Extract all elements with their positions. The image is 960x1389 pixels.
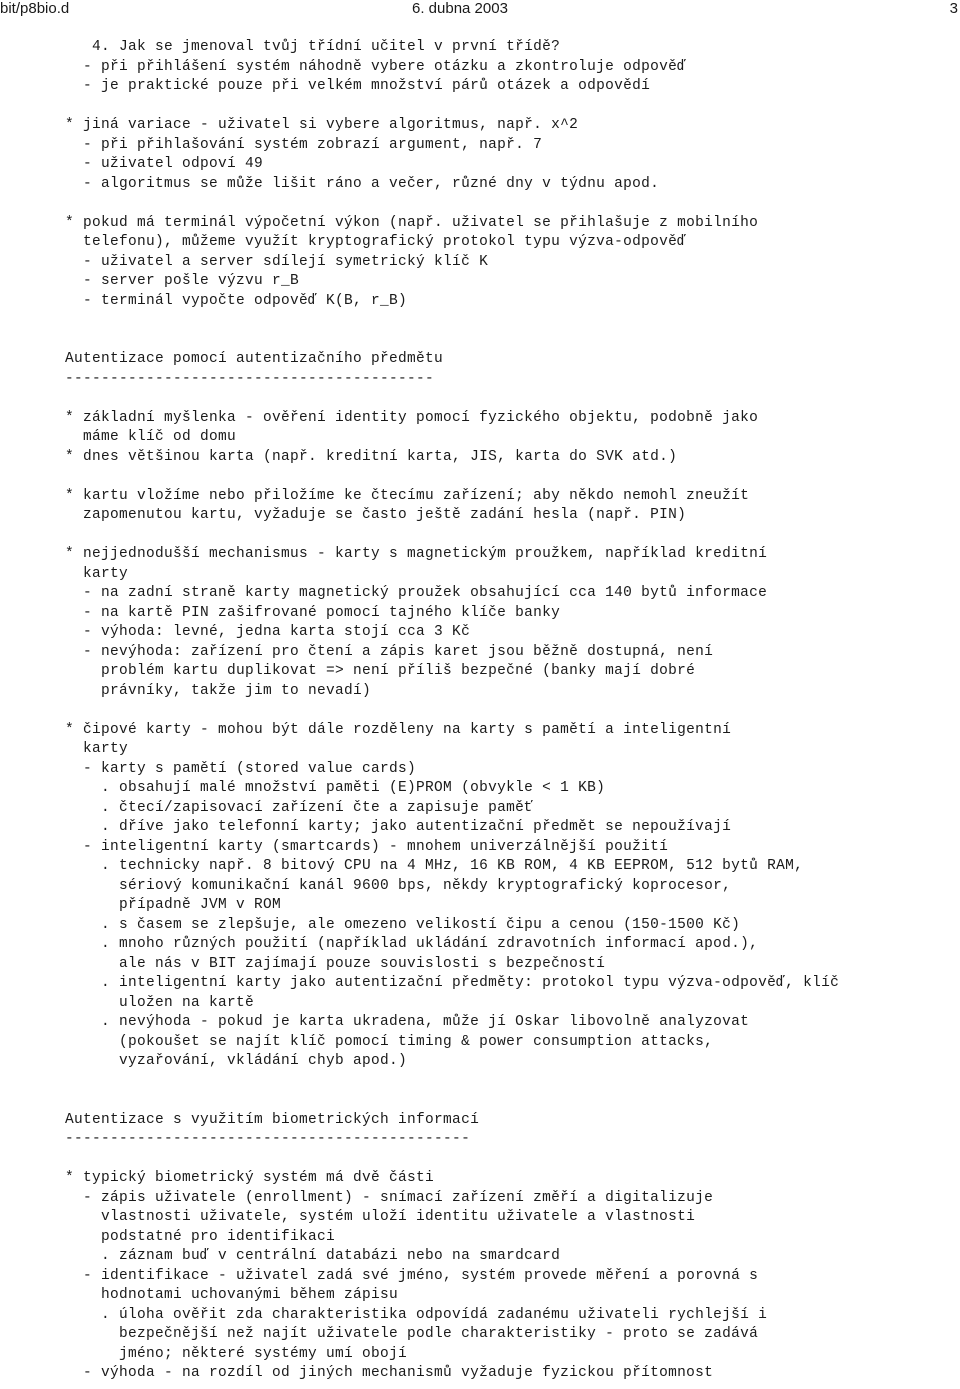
- text-line: - karty s pamětí (stored value cards): [56, 760, 417, 777]
- text-line: - při přihlášení systém náhodně vybere otázku a zkontroluje odpověď: [56, 58, 687, 75]
- text-line: máme klíč od domu: [56, 429, 237, 445]
- text-line: -----------------------------------------: [56, 370, 435, 387]
- text-line: * pokud má terminál výpočetní výkon (např. uživatel se přihlašuje z mobilního: [56, 214, 759, 231]
- text-line: - algoritmus se může lišit ráno a večer, různé dny v týdnu apod.: [56, 175, 660, 192]
- text-line: * kartu vložíme nebo přiložíme ke čtecímu zařízení; aby někdo nemohl zneužít: [56, 487, 750, 504]
- header-filename: bit/p8bio.d: [0, 0, 70, 17]
- text-line: - terminál vypočte odpověď K(B, r_B): [56, 292, 408, 309]
- text-line: . dříve jako telefonní karty; jako autentizační předmět se nepoužívají: [56, 819, 732, 835]
- text-line: . obsahují malé množství paměti (E)PROM (obvykle < 1 KB): [56, 780, 606, 796]
- text-line: - uživatel a server sdílejí symetrický klíč K: [56, 253, 489, 270]
- text-line: 4. Jak se jmenoval tvůj třídní učitel v první třídě?: [56, 39, 561, 55]
- text-line: * jiná variace - uživatel si vybere algoritmus, např. x^2: [56, 117, 579, 133]
- header-date: 6. dubna 2003: [412, 0, 508, 17]
- text-line: . záznam buď v centrální databázi nebo na smardcard: [56, 1248, 561, 1264]
- text-line: zapomenutou kartu, vyžaduje se často ještě zadání hesla (např. PIN): [56, 507, 687, 523]
- text-line: . s časem se zlepšuje, ale omezeno velikostí čipu a cenou (150-1500 Kč): [56, 916, 741, 933]
- text-line: podstatné pro identifikaci: [56, 1228, 336, 1245]
- text-line: - je praktické pouze při velkém množství párů otázek a odpovědí: [56, 78, 651, 94]
- text-line: uložen na kartě: [56, 994, 255, 1011]
- text-line: - na kartě PIN zašifrované pomocí tajného klíče banky: [56, 604, 561, 621]
- text-line: telefonu), můžeme využít kryptografický protokol typu výzva-odpověď: [56, 234, 687, 250]
- text-line: . technicky např. 8 bitový CPU na 4 MHz, 16 KB ROM, 4 KB EEPROM, 512 bytů RAM,: [56, 858, 804, 874]
- text-line: Autentizace pomocí autentizačního předmětu: [56, 351, 444, 367]
- text-line: . inteligentní karty jako autentizační předměty: protokol typu výzva-odpověď, klíč: [56, 975, 840, 991]
- text-line: . mnoho různých použití (například ukládání zdravotních informací apod.),: [56, 936, 759, 952]
- header-page-number: 3: [949, 0, 958, 17]
- text-line: . nevýhoda - pokud je karta ukradena, může jí Oskar libovolně analyzovat: [56, 1014, 750, 1030]
- text-line: - výhoda - na rozdíl od jiných mechanismů vyžaduje fyzickou přítomnost: [56, 1365, 714, 1381]
- text-line: - inteligentní karty (smartcards) - mnohem univerzálnější použití: [56, 838, 669, 855]
- text-line: * základní myšlenka - ověření identity pomocí fyzického objektu, podobně jako: [56, 409, 759, 426]
- text-line: hodnotami uchovanými během zápisu: [56, 1287, 399, 1303]
- text-line: právníky, takže jim to nevadí): [56, 682, 372, 699]
- text-line: jméno; některé systémy umí obojí: [56, 1345, 408, 1362]
- text-line: Autentizace s využitím biometrických informací: [56, 1111, 480, 1128]
- text-line: - zápis uživatele (enrollment) - snímací zařízení změří a digitalizuje: [56, 1189, 714, 1206]
- text-line: případně JVM v ROM: [56, 897, 282, 913]
- text-line: * nejjednodušší mechanismus - karty s magnetickým proužkem, například kreditní: [56, 546, 768, 562]
- text-line: . úloha ověřit zda charakteristika odpovídá zadanému uživateli rychlejší i: [56, 1306, 768, 1323]
- text-line: karty: [56, 741, 129, 757]
- text-line: * čipové karty - mohou být dále rozděleny na karty s pamětí a inteligentní: [56, 721, 732, 738]
- text-line: sériový komunikační kanál 9600 bps, někdy kryptografický koprocesor,: [56, 877, 732, 894]
- text-line: - uživatel odpoví 49: [56, 156, 264, 172]
- text-line: . čtecí/zapisovací zařízení čte a zapisuje paměť: [56, 799, 534, 816]
- text-line: - identifikace - uživatel zadá své jméno, systém provede měření a porovná s: [56, 1267, 759, 1284]
- text-line: bezpečnější než najít uživatele podle charakteristiky - proto se zadává: [56, 1326, 759, 1342]
- text-line: vyzařování, vkládání chyb apod.): [56, 1053, 408, 1069]
- text-line: - výhoda: levné, jedna karta stojí cca 3 Kč: [56, 624, 471, 640]
- page-header: [0, 0, 960, 20]
- text-line: karty: [56, 565, 129, 582]
- text-line: - při přihlašování systém zobrazí argument, např. 7: [56, 136, 543, 153]
- text-line: - server pošle výzvu r_B: [56, 273, 300, 289]
- text-line: ale nás v BIT zajímají pouze souvislosti s bezpečností: [56, 955, 606, 972]
- text-line: ---------------------------------------------: [56, 1131, 471, 1147]
- text-line: - na zadní straně karty magnetický proužek obsahující cca 140 bytů informace: [56, 585, 768, 601]
- text-line: * typický biometrický systém má dvě části: [56, 1170, 435, 1186]
- text-line: vlastnosti uživatele, systém uloží identitu uživatele a vlastnosti: [56, 1209, 696, 1225]
- text-line: * dnes většinou karta (např. kreditní karta, JIS, karta do SVK atd.): [56, 448, 678, 465]
- text-line: problém kartu duplikovat => není příliš bezpečné (banky mají dobré: [56, 663, 696, 679]
- text-line: (pokoušet se najít klíč pomocí timing & power consumption attacks,: [56, 1033, 714, 1050]
- text-line: - nevýhoda: zařízení pro čtení a zápis karet jsou běžně dostupná, není: [56, 643, 714, 660]
